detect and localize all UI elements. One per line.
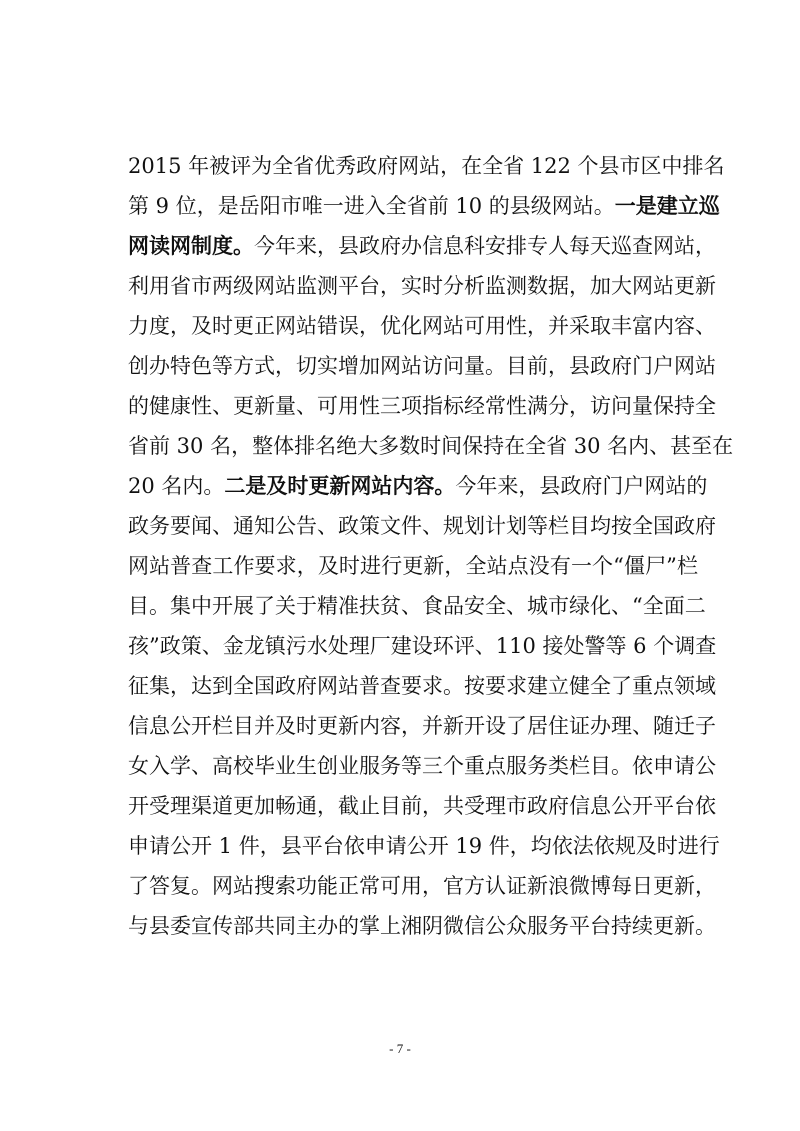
line-text: 的健康性、更新量、可用性三项指标经常性满分，访问量保持全 [128, 394, 716, 418]
line-text: 女入学、高校毕业生创业服务等三个重点服务类栏目。依申请公 [128, 754, 716, 778]
text-line [128, 706, 716, 746]
text-line [128, 826, 720, 866]
bold-heading-first-cont: 网读网制度。 [128, 233, 254, 258]
line-text: 目。集中开展了关于精准扶贫、食品安全、城市绿化、“全面二 [128, 594, 706, 618]
line-text: 创办特色等方式，切实增加网站访问量。目前，县政府门户网站 [128, 354, 716, 378]
line-text: 征集，达到全国政府网站普查要求。按要求建立健全了重点领域 [128, 674, 716, 698]
line-text: 与县委宣传部共同主办的掌上湘阴微信公众服务平台持续更新。 [128, 914, 716, 938]
line-text: 2015 年被评为全省优秀政府网站，在全省 122 个县市区中排名 [128, 154, 725, 178]
bold-heading-second: 二是及时更新网站内容。 [224, 473, 456, 498]
text-line [128, 586, 706, 626]
text-line [128, 186, 720, 226]
line-text: 利用省市两级网站监测平台，实时分析监测数据，加大网站更新 [128, 274, 716, 298]
text-line [128, 146, 725, 186]
text-line [128, 626, 717, 666]
line-text: 政务要闻、通知公告、政策文件、规划计划等栏目均按全国政府 [128, 514, 716, 538]
text-line [128, 906, 716, 946]
line-text: 孩”政策、金龙镇污水处理厂建设环评、110 接处警等 6 个调查 [128, 634, 717, 658]
text-line [128, 426, 734, 466]
line-text: 省前 30 名，整体排名绝大多数时间保持在全省 30 名内、甚至在 [128, 434, 734, 458]
line-text: 力度，及时更正网站错误，优化网站可用性，并采取丰富内容、 [128, 314, 716, 338]
page-number: - 7 - [389, 1041, 411, 1056]
text-line [128, 666, 716, 706]
line-text: 开受理渠道更加畅通，截止目前，共受理市政府信息公开平台依 [128, 794, 716, 818]
line-text: 第 9 位，是岳阳市唯一进入全省前 10 的县级网站。 [128, 194, 615, 218]
text-line [128, 546, 698, 586]
line-text: 申请公开 1 件，县平台依申请公开 19 件，均依法依规及时进行 [128, 834, 720, 858]
text-line [128, 386, 716, 426]
text-line [128, 346, 716, 386]
text-line [128, 466, 708, 506]
line-text: 20 名内。 [128, 474, 225, 498]
line-text: 信息公开栏目并及时更新内容，并新开设了居住证办理、随迁子 [128, 714, 716, 738]
line-text: 网站普查工作要求，及时进行更新，全站点没有一个“僵尸”栏 [128, 554, 698, 578]
line-text: 了答复。网站搜索功能正常可用，官方认证新浪微博每日更新， [128, 874, 716, 898]
text-line [128, 786, 716, 826]
bold-heading-first: 一是建立巡 [614, 193, 720, 218]
line-text: 今年来，县政府门户网站的 [455, 474, 708, 498]
line-text: 今年来，县政府办信息科安排专人每天巡查网站， [254, 234, 716, 258]
text-line [128, 306, 716, 346]
text-line [128, 266, 716, 306]
text-line [128, 866, 716, 906]
text-line [128, 506, 716, 546]
text-line [128, 226, 716, 266]
text-line [128, 746, 716, 786]
